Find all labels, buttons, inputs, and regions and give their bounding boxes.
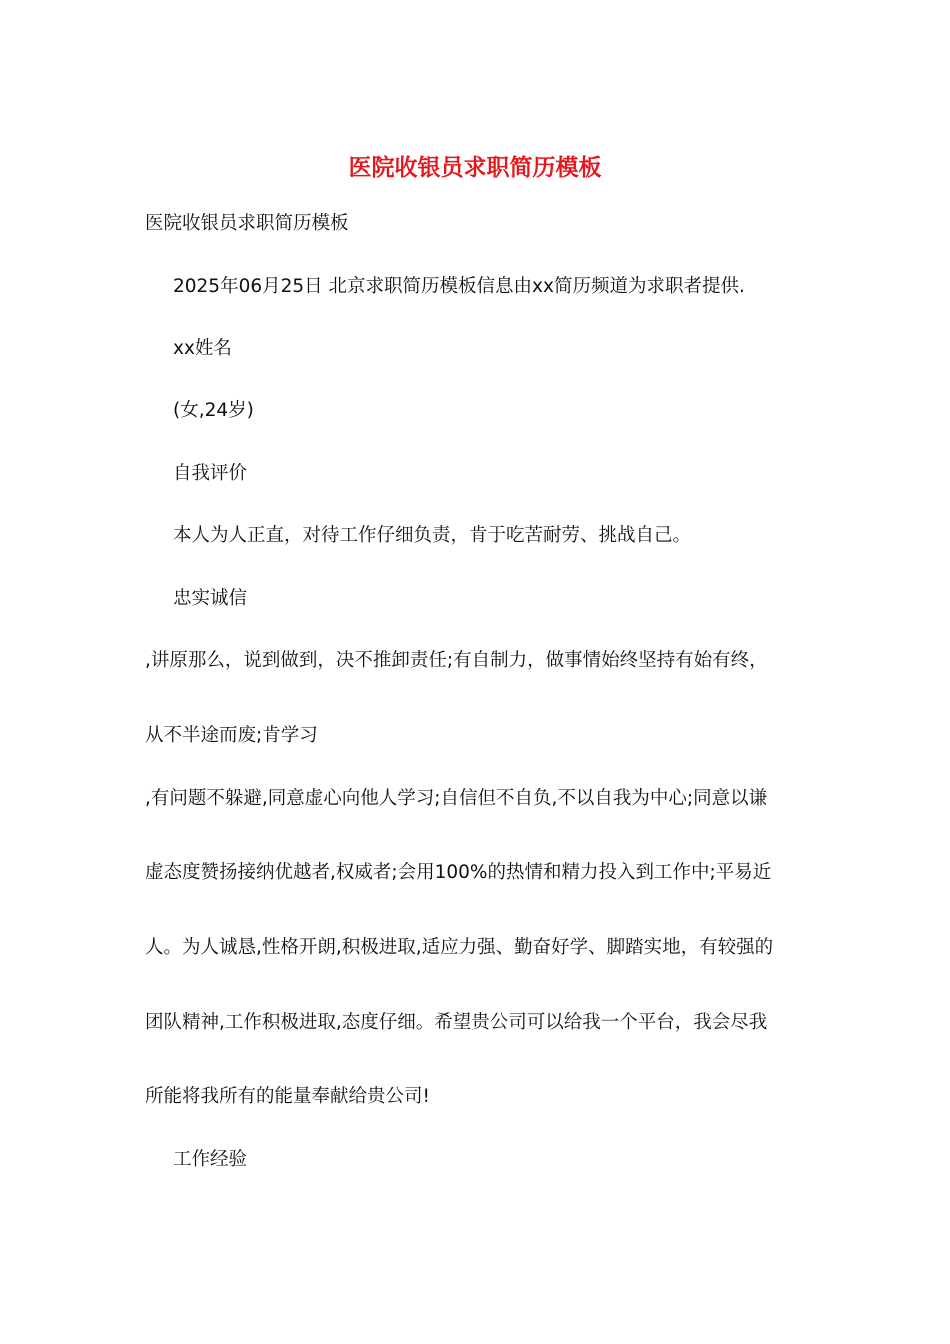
paragraph-line-4: 虚态度赞扬接纳优越者,权威者;会用100%的热情和精力投入到工作中;平易近 [145, 862, 772, 883]
name-line: xx姓名 [173, 338, 232, 359]
paragraph-line-3: ,有问题不躲避,同意虚心向他人学习;自信但不自负,不以自我为中心;同意以谦 [145, 788, 768, 809]
honesty-heading: 忠实诚信 [173, 588, 248, 609]
paragraph-line-7: 所能将我所有的能量奉献给贵公司! [145, 1086, 430, 1107]
paragraph-line-5: 人。为人诚恳,性格开朗,积极进取,适应力强、勤奋好学、脚踏实地，有较强的 [145, 937, 774, 958]
document-title: 医院收银员求职简历模板 [348, 154, 602, 181]
gender-age-line: (女,24岁) [173, 400, 254, 421]
self-evaluation-text: 本人为人正直，对待工作仔细负责，肯于吃苦耐劳、挑战自己。 [173, 525, 692, 546]
paragraph-line-6: 团队精神,工作积极进取,态度仔细。希望贵公司可以给我一个平台，我会尽我 [145, 1012, 768, 1033]
paragraph-line-2: 从不半途而废;肯学习 [145, 725, 318, 746]
paragraph-line-1: ,讲原那么，说到做到，决不推卸责任;有自制力，做事情始终坚持有始有终， [145, 650, 768, 671]
date-intro-paragraph: 2025年06月25日 北京求职简历模板信息由xx简历频道为求职者提供. [173, 276, 745, 297]
document-subtitle: 医院收银员求职简历模板 [145, 213, 349, 234]
section-heading-work-experience: 工作经验 [173, 1149, 248, 1170]
section-heading-self-evaluation: 自我评价 [173, 463, 248, 484]
